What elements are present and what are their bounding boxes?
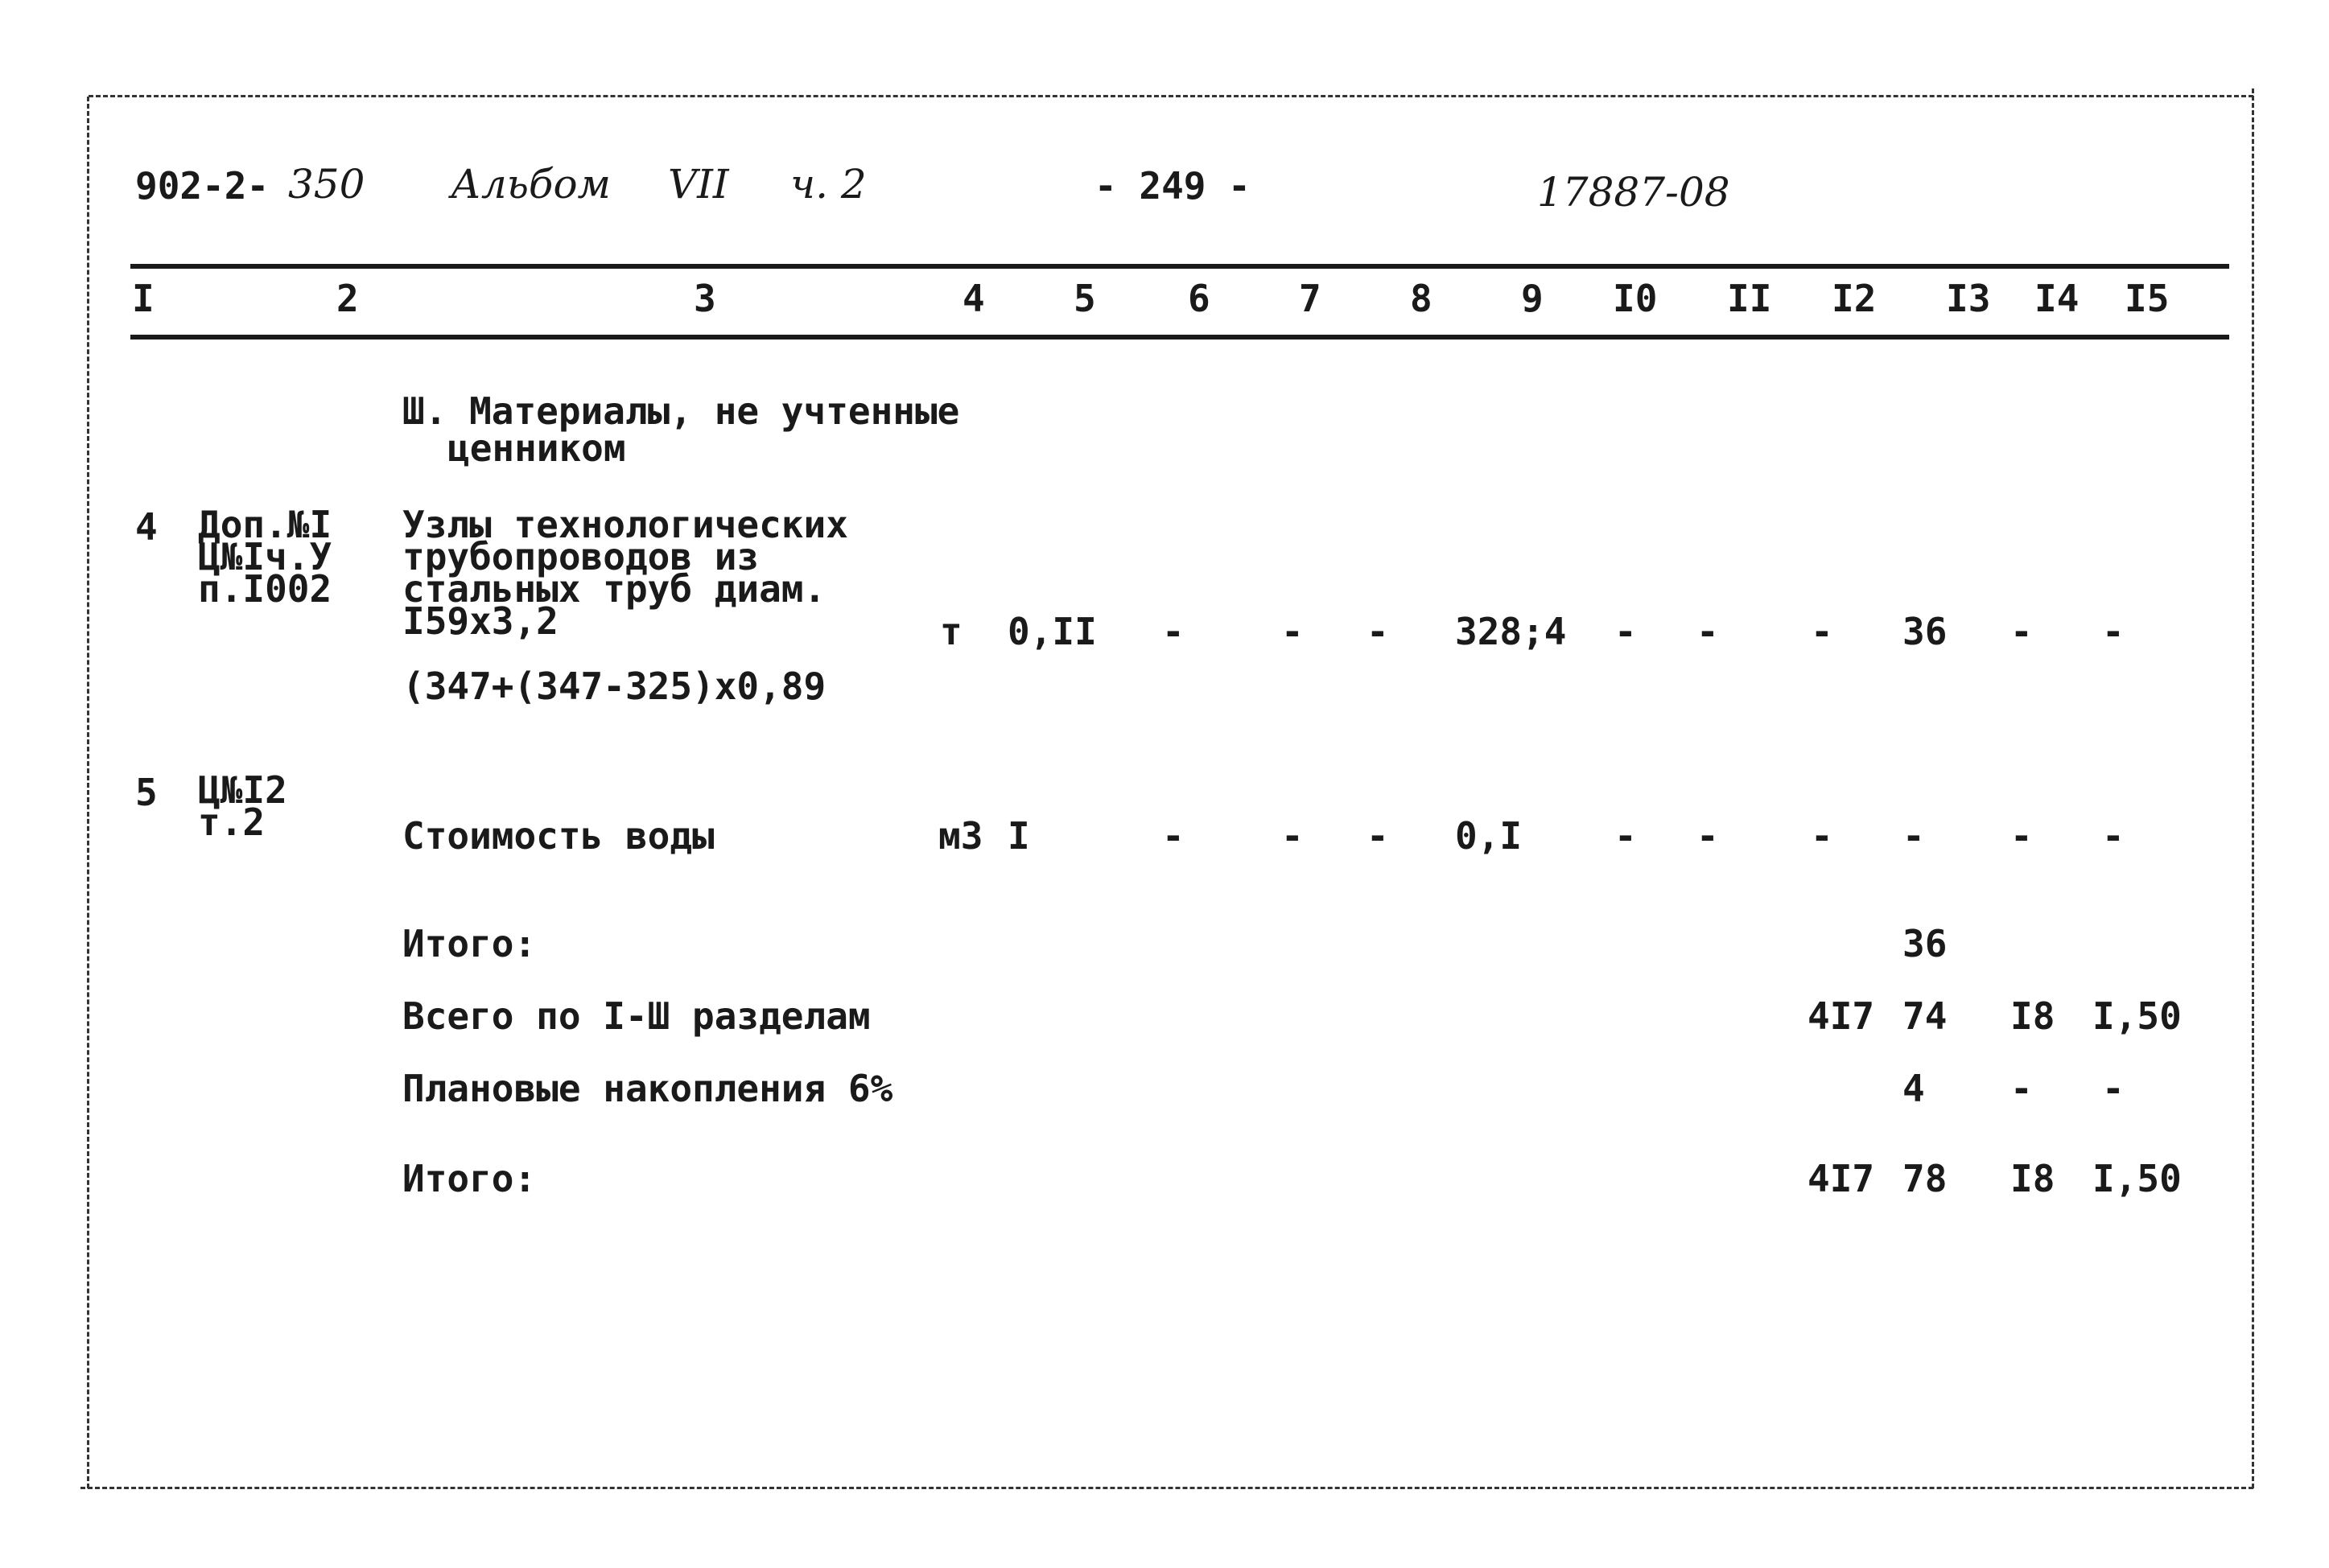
cell-col-6: - [1162, 610, 1185, 653]
total-label: Итого: [402, 1157, 537, 1200]
total-col-13: 4 [1902, 1067, 1925, 1110]
row-reference-line: Доп.№I [198, 503, 332, 546]
row-number: 5 [135, 771, 158, 814]
cell-col-14: - [2010, 814, 2033, 858]
doc-code-printed: 902-2- [135, 164, 270, 208]
cell-quantity: 0,II [1008, 610, 1097, 653]
column-header-bottom-rule [130, 335, 2229, 340]
cell-col-8: - [1366, 610, 1389, 653]
cell-col-7: - [1281, 814, 1304, 858]
row-reference-line: Ц№Iч.У [198, 535, 332, 578]
album-label: Альбом [451, 161, 611, 208]
cell-quantity: I [1008, 814, 1030, 858]
total-col-13: 36 [1902, 922, 1948, 965]
cell-col-10: - [1614, 610, 1637, 653]
cell-col-11: - [1696, 814, 1719, 858]
row-number: 4 [135, 505, 158, 549]
total-col-12: 4I7 [1808, 1157, 1875, 1200]
col-13: I3 [1946, 277, 1991, 320]
total-col-15: - [2102, 1067, 2125, 1110]
col-11: II [1727, 277, 1772, 320]
total-col-12: 4I7 [1808, 994, 1875, 1038]
col-15: I5 [2125, 277, 2170, 320]
frame-left [87, 97, 89, 1488]
col-6: 6 [1188, 277, 1210, 320]
col-4: 4 [963, 277, 985, 320]
cell-col-15: - [2102, 814, 2125, 858]
total-col-13: 78 [1902, 1157, 1948, 1200]
col-3: 3 [694, 277, 716, 320]
page-number: - 249 - [1094, 164, 1251, 208]
col-2: 2 [336, 277, 359, 320]
registration-number: 17887-08 [1537, 169, 1730, 216]
cell-col-14: - [2010, 610, 2033, 653]
total-label: Плановые накопления 6% [402, 1067, 893, 1110]
album-part: ч. 2 [790, 161, 867, 208]
row-description: Стоимость воды [402, 814, 715, 858]
cell-col-15: - [2102, 610, 2125, 653]
total-col-14: - [2010, 1067, 2033, 1110]
section-title-line-1: Ш. Материалы, не учтенные [402, 389, 960, 433]
frame-right [2252, 88, 2254, 1488]
row-reference [198, 503, 332, 611]
cell-col-10: - [1614, 814, 1637, 858]
row-reference [198, 768, 287, 844]
col-7: 7 [1299, 277, 1321, 320]
cell-col-9: 328;4 [1455, 610, 1567, 653]
row-description-line: трубопроводов из [402, 535, 760, 578]
col-1: I [132, 277, 155, 320]
col-10: I0 [1613, 277, 1658, 320]
col-5: 5 [1074, 277, 1096, 320]
total-col-14: I8 [2010, 994, 2055, 1038]
row-formula: (347+(347-325)х0,89 [402, 665, 826, 708]
album-volume: VII [668, 161, 729, 208]
cell-col-13: - [1902, 814, 1925, 858]
cell-col-12: - [1811, 610, 1833, 653]
total-label: Итого: [402, 922, 537, 965]
frame-bottom [80, 1487, 2253, 1489]
frame-top [89, 95, 2253, 97]
row-description-line: стальных труб диам. [402, 567, 826, 611]
cell-col-12: - [1811, 814, 1833, 858]
row-reference-line: Ц№I2 [198, 768, 287, 812]
row-description-line: I59х3,2 [402, 599, 559, 643]
row-description [402, 503, 848, 643]
row-reference-line: т.2 [198, 800, 266, 844]
section-title-line-2: ценником [447, 426, 626, 470]
cell-col-8: - [1366, 814, 1389, 858]
total-col-13: 74 [1902, 994, 1948, 1038]
col-12: I2 [1832, 277, 1877, 320]
cell-col-11: - [1696, 610, 1719, 653]
col-8: 8 [1410, 277, 1432, 320]
total-col-14: I8 [2010, 1157, 2055, 1200]
cell-col-9: 0,I [1455, 814, 1523, 858]
total-col-15: I,50 [2092, 1157, 2182, 1200]
total-col-15: I,50 [2092, 994, 2182, 1038]
section-title [402, 389, 960, 470]
col-9: 9 [1521, 277, 1544, 320]
doc-code-handwritten: 350 [288, 161, 365, 208]
row-description-line: Узлы технологических [402, 503, 848, 546]
col-14: I4 [2034, 277, 2080, 320]
cell-unit: м3 [938, 814, 983, 858]
column-header-top-rule [130, 264, 2229, 269]
total-label: Всего по I-Ш разделам [402, 994, 871, 1038]
cell-unit: т [940, 610, 963, 653]
cell-col-13: 36 [1902, 610, 1948, 653]
cell-col-7: - [1281, 610, 1304, 653]
cell-col-6: - [1162, 814, 1185, 858]
row-reference-line: п.I002 [198, 567, 332, 611]
